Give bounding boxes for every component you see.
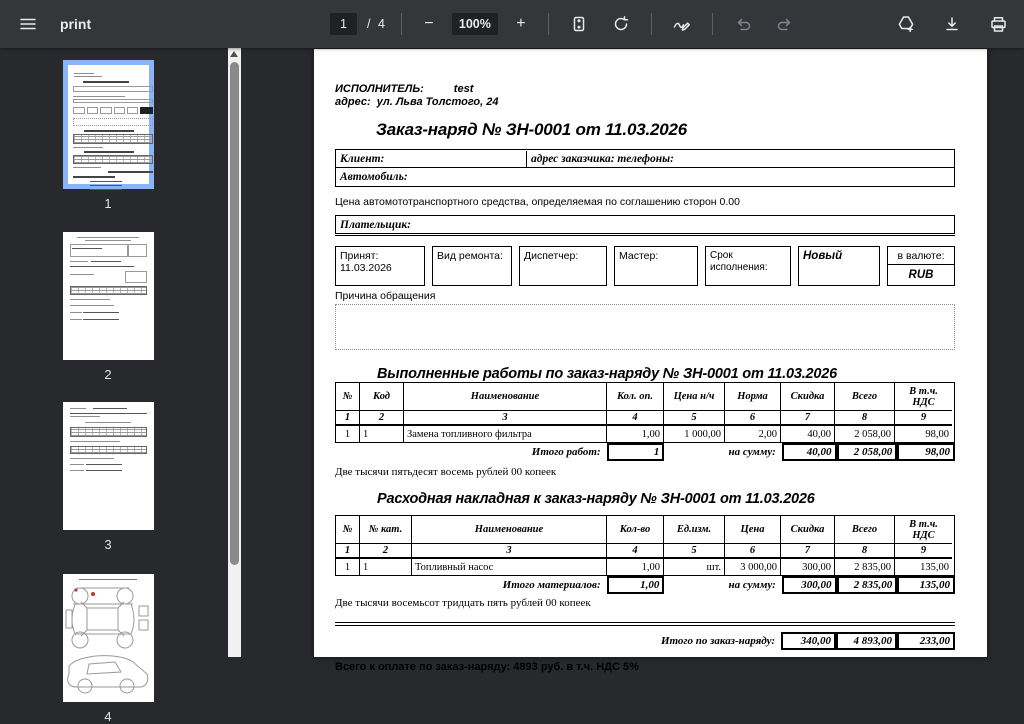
- works-sum-label: на сумму:: [728, 446, 776, 458]
- page-count-label: / 4: [367, 17, 387, 31]
- client-label: Клиент:: [336, 151, 527, 167]
- vehicle-label: Автомобиль:: [340, 170, 408, 183]
- toolbar-divider: [651, 13, 652, 35]
- print-button[interactable]: [982, 8, 1014, 40]
- grand-total-discount: 340,00: [781, 632, 836, 650]
- executor-value: test: [453, 83, 474, 95]
- grand-total-label: Итого по заказ-наряду:: [660, 635, 775, 647]
- works-colnum-cell: 8: [835, 411, 895, 426]
- executor-address-label: адрес:: [335, 96, 371, 108]
- redo-button[interactable]: [769, 8, 801, 40]
- page-thumbnail-1[interactable]: [0, 60, 216, 211]
- materials-row-cell: 1: [336, 559, 360, 575]
- works-totals-row: [335, 443, 955, 461]
- thumbnail-label: 3: [104, 537, 112, 552]
- works-amount-in-words: Две тысячи пятьдесят восемь рублей 00 копеек: [335, 466, 557, 478]
- materials-row-cell: 1: [360, 559, 412, 575]
- works-header-cell: Скидка: [781, 383, 835, 411]
- materials-header-cell: Всего: [835, 516, 895, 544]
- works-row-cell: 1 000,00: [664, 426, 725, 442]
- materials-row-cell: 2 835,00: [835, 559, 895, 575]
- currency-label: в валюте:: [888, 247, 954, 265]
- sidebar-scrollbar[interactable]: [228, 48, 241, 657]
- materials-header-cell: В т.ч. НДС: [895, 516, 952, 544]
- works-totals-count: 1: [607, 443, 665, 461]
- master-box: Мастер:: [614, 246, 698, 286]
- materials-row-cell: 1,00: [607, 559, 664, 575]
- works-colnum-cell: 5: [664, 411, 725, 426]
- accepted-label: Принят:: [340, 250, 379, 262]
- thumbnail-page-image-4[interactable]: [63, 574, 154, 702]
- order-title: Заказ-наряд № ЗН-0001 от 11.03.2026: [376, 120, 687, 139]
- draw-pen-icon: [672, 15, 691, 34]
- redo-icon: [776, 15, 794, 33]
- materials-header-cell: Цена: [725, 516, 781, 544]
- menu-button[interactable]: [12, 8, 44, 40]
- materials-amount-in-words: Две тысячи восемьсот тридцать пять рублей 00 копеек: [335, 597, 591, 609]
- pdf-viewer-area: [246, 48, 1024, 673]
- works-header-cell: Норма: [725, 383, 781, 411]
- toolbar-divider: [548, 13, 549, 35]
- page-number-input[interactable]: 1: [330, 13, 357, 35]
- works-totals-total: 2 058,00: [837, 443, 898, 461]
- works-totals-discount: 40,00: [782, 443, 837, 461]
- order-info-boxes: [335, 246, 955, 286]
- works-header-cell: В т.ч. НДС: [895, 383, 952, 411]
- materials-colnum-cell: 9: [895, 544, 952, 559]
- scrollbar-thumb[interactable]: [230, 62, 239, 565]
- materials-row-cell: 3 000,00: [725, 559, 781, 575]
- materials-header-cell: № кат.: [360, 516, 412, 544]
- materials-row-cell: Топливный насос: [412, 559, 607, 575]
- thumbnail-sidebar: [0, 48, 246, 724]
- materials-colnum-cell: 1: [336, 544, 360, 559]
- status-box: Новый: [798, 246, 880, 286]
- materials-totals-vat: 135,00: [897, 576, 955, 594]
- works-row-cell: 2,00: [725, 426, 781, 442]
- viewer-title: print: [60, 16, 92, 32]
- works-colnum-cell: 6: [725, 411, 781, 426]
- download-button[interactable]: [936, 8, 968, 40]
- thumbnail-page-image-1[interactable]: [63, 60, 154, 189]
- executor-address-value: ул. Льва Толстого, 24: [376, 96, 499, 108]
- materials-colnum-cell: 5: [664, 544, 725, 559]
- materials-sum-label: на сумму:: [728, 579, 776, 591]
- thumbnail-page-image-2[interactable]: [63, 232, 154, 360]
- works-row-cell: 98,00: [925, 428, 949, 440]
- materials-totals-count: 1,00: [607, 576, 665, 594]
- reason-label: Причина обращения: [335, 290, 436, 302]
- page-thumbnail-2[interactable]: [0, 232, 216, 382]
- document-page-1: [314, 49, 987, 673]
- grand-total-row: [335, 632, 955, 650]
- client-contacts-label: адрес заказчика: телефоны:: [531, 153, 674, 165]
- materials-colnum-cell: 8: [835, 544, 895, 559]
- toolbar-divider: [712, 13, 713, 35]
- materials-header-cell: Кол-во: [607, 516, 664, 544]
- works-row-cell: 1: [336, 426, 360, 442]
- works-row-cell: Замена топливного фильтра: [404, 426, 607, 442]
- materials-header-cell: Ед.изм.: [664, 516, 725, 544]
- drive-add-icon: [896, 14, 916, 34]
- summary-double-rule: [335, 622, 955, 626]
- materials-totals-label: Итого материалов:: [502, 579, 601, 591]
- payer-label: Плательщик:: [340, 218, 411, 231]
- works-colnum-cell: 9: [895, 411, 952, 426]
- reason-input-area: [335, 304, 955, 350]
- download-icon: [943, 15, 961, 33]
- works-header-cell: №: [336, 383, 360, 411]
- works-row-cell: 40,00: [781, 426, 835, 442]
- materials-header-cell: №: [336, 516, 360, 544]
- client-table: [335, 149, 955, 187]
- rotate-icon: [612, 15, 630, 33]
- materials-row-cell: 300,00: [781, 559, 835, 575]
- materials-totals-discount: 300,00: [782, 576, 837, 594]
- currency-box: [887, 246, 955, 286]
- pdf-toolbar: [0, 0, 1024, 48]
- annotate-button[interactable]: [666, 8, 698, 40]
- car-scheme-top-view: [63, 582, 154, 702]
- vehicle-price-note: Цена автомототранспортного средства, определяемая по соглашению сторон 0.00: [335, 196, 740, 208]
- works-header-cell: Код: [360, 383, 404, 411]
- materials-header-cell: Скидка: [781, 516, 835, 544]
- materials-row-cell: шт.: [664, 559, 725, 575]
- materials-header-cell: Наименование: [412, 516, 607, 544]
- materials-colnum-cell: 3: [412, 544, 607, 559]
- works-section-title: Выполненные работы по заказ-наряду № ЗН-0001 от 11.03.2026: [377, 366, 837, 382]
- undo-button[interactable]: [727, 8, 759, 40]
- works-row-cell: 2 058,00: [835, 426, 895, 442]
- materials-totals-total: 2 835,00: [837, 576, 898, 594]
- materials-colnum-cell: 2: [360, 544, 412, 559]
- due-date-box: Срок исполнения:: [705, 246, 791, 286]
- works-totals-label: Итого работ:: [531, 446, 601, 458]
- fit-page-icon: [570, 15, 588, 33]
- works-totals-vat: 98,00: [897, 443, 955, 461]
- dispatcher-box: Диспетчер:: [519, 246, 607, 286]
- page-thumbnail-4[interactable]: [0, 574, 216, 724]
- repair-type-box: Вид ремонта:: [432, 246, 512, 286]
- thumbnail-label: 1: [104, 196, 112, 211]
- materials-totals-row: [335, 576, 955, 594]
- executor-label: ИСПОЛНИТЕЛЬ:: [335, 83, 424, 95]
- materials-section-title: Расходная накладная к заказ-наряду № ЗН-0001 от 11.03.2026: [377, 491, 815, 507]
- works-colnum-cell: 3: [404, 411, 607, 426]
- zoom-level-display[interactable]: 100%: [452, 13, 498, 35]
- thumbnail-page-image-3[interactable]: [63, 402, 154, 530]
- materials-colnum-cell: 7: [781, 544, 835, 559]
- fit-page-button[interactable]: [563, 8, 595, 40]
- materials-colnum-cell: 6: [725, 544, 781, 559]
- page-thumbnail-3[interactable]: [0, 402, 216, 552]
- works-colnum-cell: 4: [607, 411, 664, 426]
- scrollbar-up-arrow[interactable]: [230, 51, 238, 57]
- rotate-button[interactable]: [605, 8, 637, 40]
- grand-total-vat: 233,00: [897, 632, 955, 650]
- accepted-box: [335, 246, 425, 286]
- works-header-cell: Кол. оп.: [607, 383, 664, 411]
- materials-colnum-cell: 4: [607, 544, 664, 559]
- save-to-drive-button[interactable]: [890, 8, 922, 40]
- works-table: [335, 382, 955, 443]
- works-header-cell: Наименование: [404, 383, 607, 411]
- works-colnum-cell: 2: [360, 411, 404, 426]
- undo-icon: [734, 15, 752, 33]
- accepted-date: 11.03.2026: [340, 262, 392, 274]
- works-header-cell: Всего: [835, 383, 895, 411]
- works-colnum-cell: 7: [781, 411, 835, 426]
- materials-table: [335, 515, 955, 576]
- hamburger-icon: [19, 15, 37, 33]
- currency-value: RUB: [908, 269, 934, 281]
- works-header-cell: Цена н/ч: [664, 383, 725, 411]
- total-due-line: Всего к оплате по заказ-наряду: 4893 руб. в т.ч. НДС 5%: [335, 661, 639, 673]
- zoom-out-button[interactable]: −: [416, 11, 442, 37]
- grand-total-total: 4 893,00: [836, 632, 897, 650]
- print-icon: [989, 15, 1008, 34]
- materials-row-cell: 135,00: [920, 561, 949, 573]
- zoom-in-button[interactable]: +: [508, 11, 534, 37]
- works-row-cell: 1: [360, 426, 404, 442]
- works-row-cell: 1,00: [607, 426, 664, 442]
- thumbnail-label: 4: [104, 709, 112, 724]
- works-colnum-cell: 1: [336, 411, 360, 426]
- payer-double-rule: [335, 234, 955, 236]
- toolbar-divider: [401, 13, 402, 35]
- thumbnail-label: 2: [104, 367, 112, 382]
